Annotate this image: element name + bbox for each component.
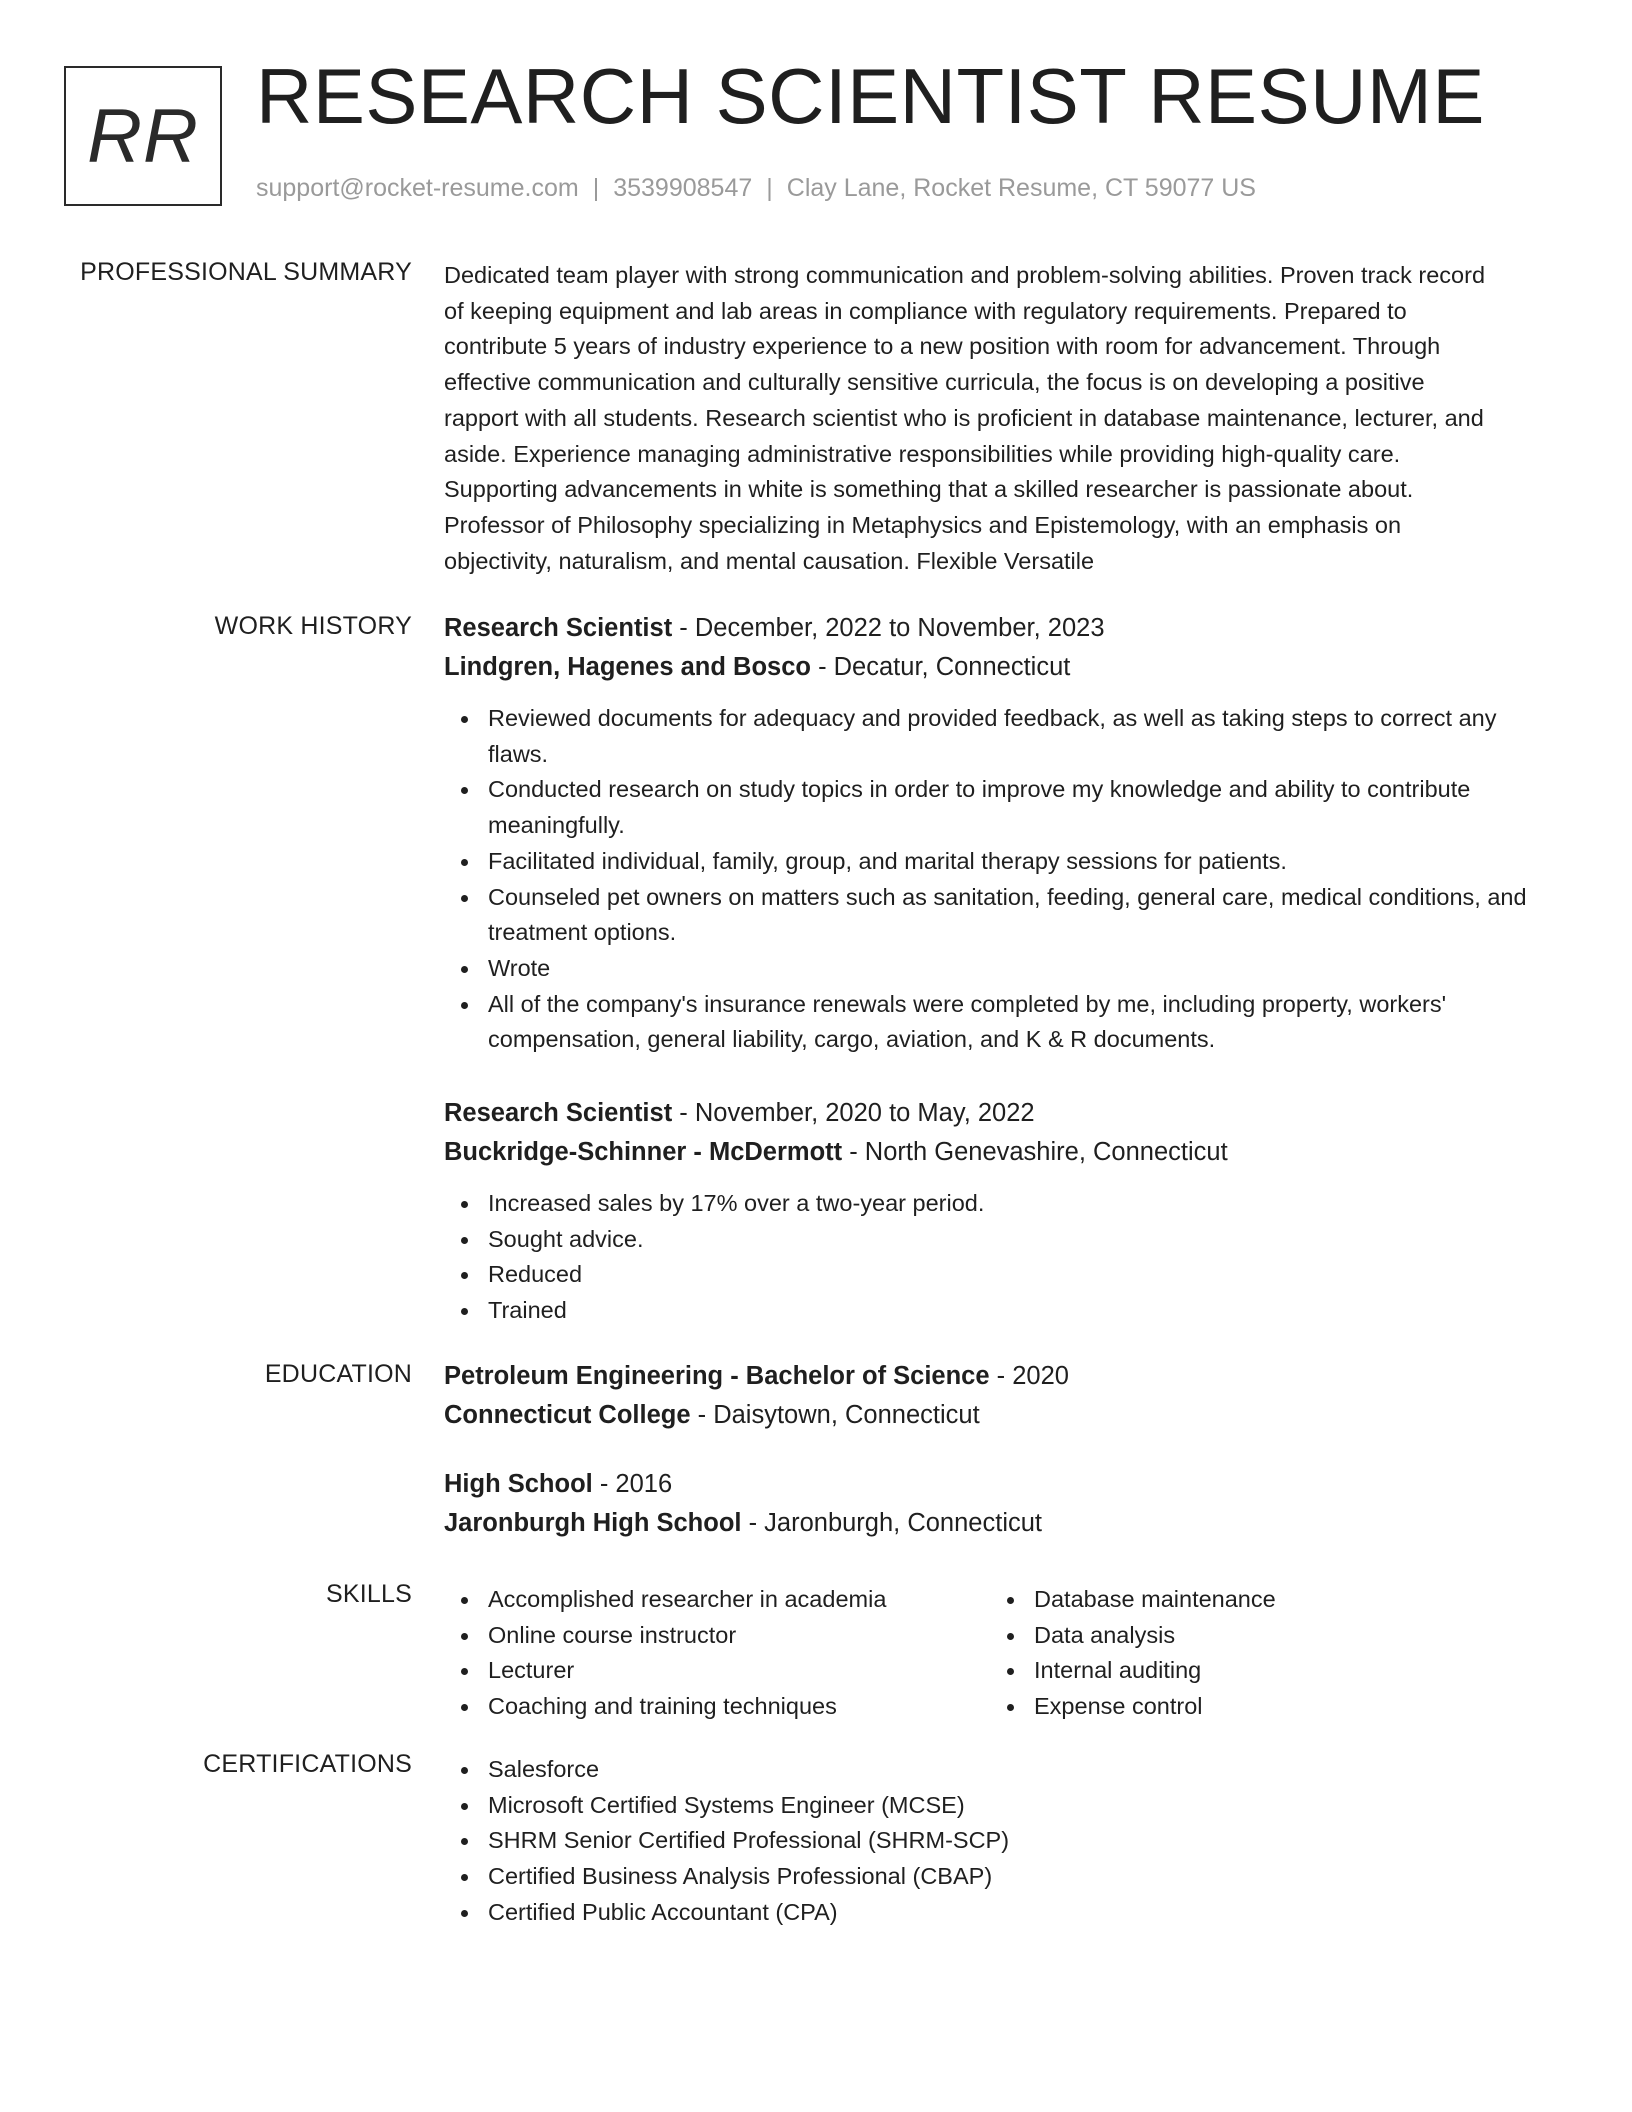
summary-line: Supporting advancements in white is something that a skilled researcher is passionate about. <box>444 476 1414 503</box>
contact-phone: 3539908547 <box>613 174 753 202</box>
list-item: SHRM Senior Certified Professional (SHRM-SCP) <box>488 1823 1544 1859</box>
summary-line: aside. Experience managing administrative responsibilities while providing high-quality care. <box>444 440 1401 467</box>
contact-separator: | <box>592 174 600 202</box>
certifications-list <box>444 1752 1544 1931</box>
list-item: Reviewed documents for adequacy and provided feedback, as well as taking steps to correct any flaws. <box>488 701 1544 772</box>
list-item: Database maintenance <box>1034 1582 1276 1618</box>
education-entry <box>444 1465 1544 1543</box>
school-line <box>444 1396 1544 1435</box>
summary-line: rapport with all students. Research scientist who is proficient in database maintenance, lecturer, and <box>444 404 1484 431</box>
skills-columns <box>444 1582 1544 1725</box>
job-company-line <box>444 1133 1544 1172</box>
school-location: - Jaronburgh, Connecticut <box>741 1509 1042 1537</box>
certifications-heading: CERTIFICATIONS <box>203 1750 412 1778</box>
degree: High School <box>444 1470 593 1498</box>
list-item: Accomplished researcher in academia <box>488 1582 990 1618</box>
certifications-body <box>444 1752 1544 1931</box>
job-location: - North Genevashire, Connecticut <box>842 1138 1228 1167</box>
education-heading: EDUCATION <box>264 1360 412 1388</box>
work-history-heading: WORK HISTORY <box>214 612 412 640</box>
resume-title: RESEARCH SCIENTIST RESUME <box>256 52 1485 140</box>
summary-line: of keeping equipment and lab areas in compliance with regulatory requirements. Prepared to <box>444 297 1407 324</box>
contact-address: Clay Lane, Rocket Resume, CT 59077 US <box>786 174 1256 202</box>
job-company: Lindgren, Hagenes and Bosco <box>444 653 811 681</box>
degree-line <box>444 1357 1544 1396</box>
skills-column <box>990 1582 1276 1725</box>
list-item: Counseled pet owners on matters such as sanitation, feeding, general care, medical conditions, and treatment options. <box>488 880 1544 951</box>
list-item: Lecturer <box>488 1653 990 1689</box>
job-bullets <box>444 701 1544 1058</box>
list-item: Sought advice. <box>488 1222 1544 1258</box>
job-role: Research Scientist <box>444 1099 673 1128</box>
list-item: Expense control <box>1034 1689 1276 1725</box>
job-location: - Decatur, Connecticut <box>810 653 1071 681</box>
list-item: Conducted research on study topics in order to improve my knowledge and ability to contribute meaningfully. <box>488 772 1544 843</box>
job-title-line <box>444 609 1544 648</box>
summary-body <box>444 258 1544 579</box>
summary-line: effective communication and culturally sensitive curricula, the focus is on developing a positive <box>444 369 1425 396</box>
list-item: Wrote <box>488 951 1544 987</box>
job-entry <box>444 1094 1544 1329</box>
school-name: Jaronburgh High School <box>444 1509 742 1537</box>
list-item: Certified Public Accountant (CPA) <box>488 1895 1544 1931</box>
skills-column <box>444 1582 990 1725</box>
school-line <box>444 1504 1544 1543</box>
skills-body <box>444 1582 1544 1725</box>
summary-line: objectivity, naturalism, and mental causation. Flexible Versatile <box>444 547 1095 574</box>
job-role: Research Scientist <box>444 614 673 642</box>
list-item: Facilitated individual, family, group, and marital therapy sessions for patients. <box>488 844 1544 880</box>
list-item: Internal auditing <box>1034 1653 1276 1689</box>
job-company-line <box>444 648 1544 687</box>
list-item: Reduced <box>488 1257 1544 1293</box>
monogram-initials: RR <box>87 93 199 179</box>
graduation-year: - 2016 <box>592 1470 673 1498</box>
work-history-body <box>444 609 1544 1329</box>
job-bullets <box>444 1186 1544 1329</box>
list-item: Coaching and training techniques <box>488 1689 990 1725</box>
contact-separator: | <box>766 174 773 202</box>
skills-heading: SKILLS <box>326 1580 412 1608</box>
list-item: All of the company's insurance renewals were completed by me, including property, workers' compensation, general liability, cargo, aviation, and K & R documents. <box>488 987 1544 1058</box>
skills-list <box>990 1582 1276 1725</box>
list-item: Data analysis <box>1034 1618 1276 1654</box>
list-item: Online course instructor <box>488 1618 990 1654</box>
school-location: - Daisytown, Connecticut <box>690 1401 980 1429</box>
job-dates: - November, 2020 to May, 2022 <box>672 1099 1035 1128</box>
list-item: Increased sales by 17% over a two-year period. <box>488 1186 1544 1222</box>
list-item: Certified Business Analysis Professional (CBAP) <box>488 1859 1544 1895</box>
degree-line <box>444 1465 1544 1504</box>
monogram-badge <box>64 66 222 206</box>
job-title-line <box>444 1094 1544 1133</box>
graduation-year: - 2020 <box>989 1362 1069 1390</box>
summary-heading: PROFESSIONAL SUMMARY <box>80 258 412 286</box>
skills-list <box>444 1582 990 1725</box>
job-entry <box>444 609 1544 1058</box>
contact-line <box>256 174 1256 203</box>
list-item: Microsoft Certified Systems Engineer (MCSE) <box>488 1788 1544 1824</box>
summary-line: contribute 5 years of industry experience to a new position with room for advancement. Through <box>444 333 1441 360</box>
degree: Petroleum Engineering - Bachelor of Science <box>444 1362 990 1390</box>
education-entry <box>444 1357 1544 1435</box>
school-name: Connecticut College <box>444 1401 691 1429</box>
job-company: Buckridge-Schinner - McDermott <box>444 1138 843 1167</box>
job-dates: - December, 2022 to November, 2023 <box>672 614 1105 642</box>
summary-line: Professor of Philosophy specializing in Metaphysics and Epistemology, with an emphasis on <box>444 511 1402 538</box>
list-item: Trained <box>488 1293 1544 1329</box>
summary-line: Dedicated team player with strong communication and problem-solving abilities. Proven track record <box>444 262 1486 288</box>
contact-email: support@rocket-resume.com <box>256 174 579 202</box>
list-item: Salesforce <box>488 1752 1544 1788</box>
education-body <box>444 1357 1544 1543</box>
